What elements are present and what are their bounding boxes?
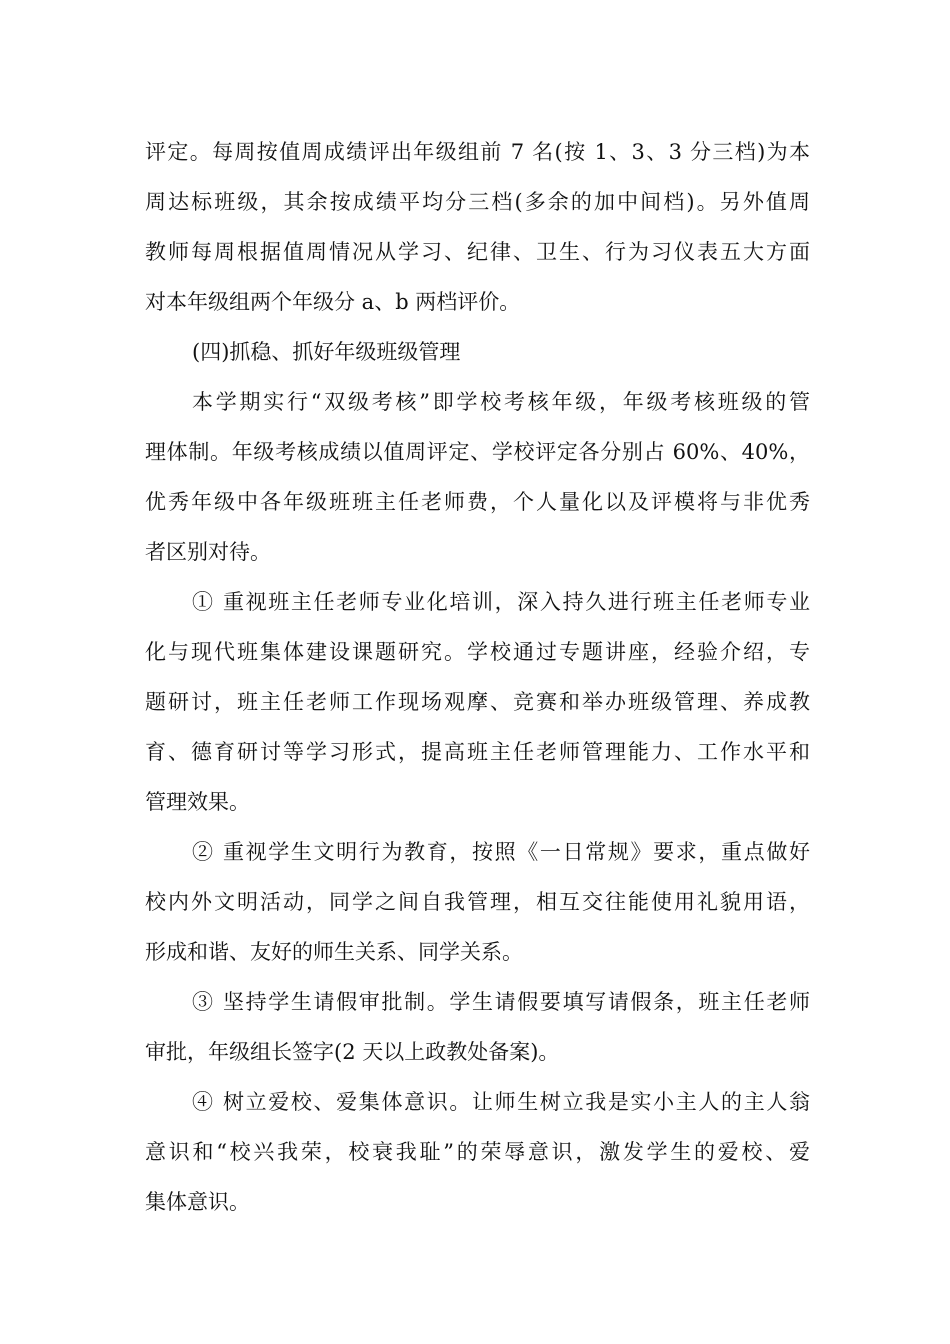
text-line-14: 管理效果。 (145, 790, 250, 814)
text-line-17: 形成和谐、友好的师生关系、同学关系。 (145, 940, 523, 964)
text-line-8: 优秀年级中各年级班班主任老师费，个人量化以及评模将与非优秀 (145, 490, 810, 514)
text-line-1: 评定。每周按值周成绩评出年级组前 7 名(按 1、3、3 分三档)为本 (145, 140, 810, 164)
text-line-10: ① 重视班主任老师专业化培训，深入持久进行班主任老师专业 (192, 590, 810, 614)
text-line-11: 化与现代班集体建设课题研究。学校通过专题讲座，经验介绍，专 (145, 640, 810, 664)
text-line-7: 理体制。年级考核成绩以值周评定、学校评定各分别占 60%、40%， (145, 440, 810, 464)
text-line-9: 者区别对待。 (145, 540, 271, 564)
text-line-15: ② 重视学生文明行为教育，按照《一日常规》要求，重点做好 (192, 840, 810, 864)
text-line-18: ③ 坚持学生请假审批制。学生请假要填写请假条，班主任老师 (192, 990, 810, 1014)
text-line-19: 审批，年级组长签字(2 天以上政教处备案)。 (145, 1040, 560, 1064)
text-line-3: 教师每周根据值周情况从学习、纪律、卫生、行为习仪表五大方面 (145, 240, 810, 264)
text-line-16: 校内外文明活动，同学之间自我管理，相互交往能使用礼貌用语， (145, 890, 810, 914)
section-heading: (四)抓稳、抓好年级班级管理 (192, 340, 461, 364)
text-line-13: 育、德育研讨等学习形式，提高班主任老师管理能力、工作水平和 (145, 740, 810, 764)
text-line-12: 题研讨，班主任老师工作现场观摩、竞赛和举办班级管理、养成教 (145, 690, 810, 714)
text-line-20: ④ 树立爱校、爱集体意识。让师生树立我是实小主人的主人翁 (192, 1090, 810, 1114)
text-line-22: 集体意识。 (145, 1190, 250, 1214)
text-line-6: 本学期实行“双级考核”即学校考核年级，年级考核班级的管 (192, 390, 810, 414)
text-line-2: 周达标班级，其余按成绩平均分三档(多余的加中间档)。另外值周 (145, 190, 810, 214)
text-line-4: 对本年级组两个年级分 a、b 两档评价。 (145, 290, 521, 314)
text-line-21: 意识和“校兴我荣，校衰我耻”的荣辱意识，激发学生的爱校、爱 (145, 1140, 810, 1164)
